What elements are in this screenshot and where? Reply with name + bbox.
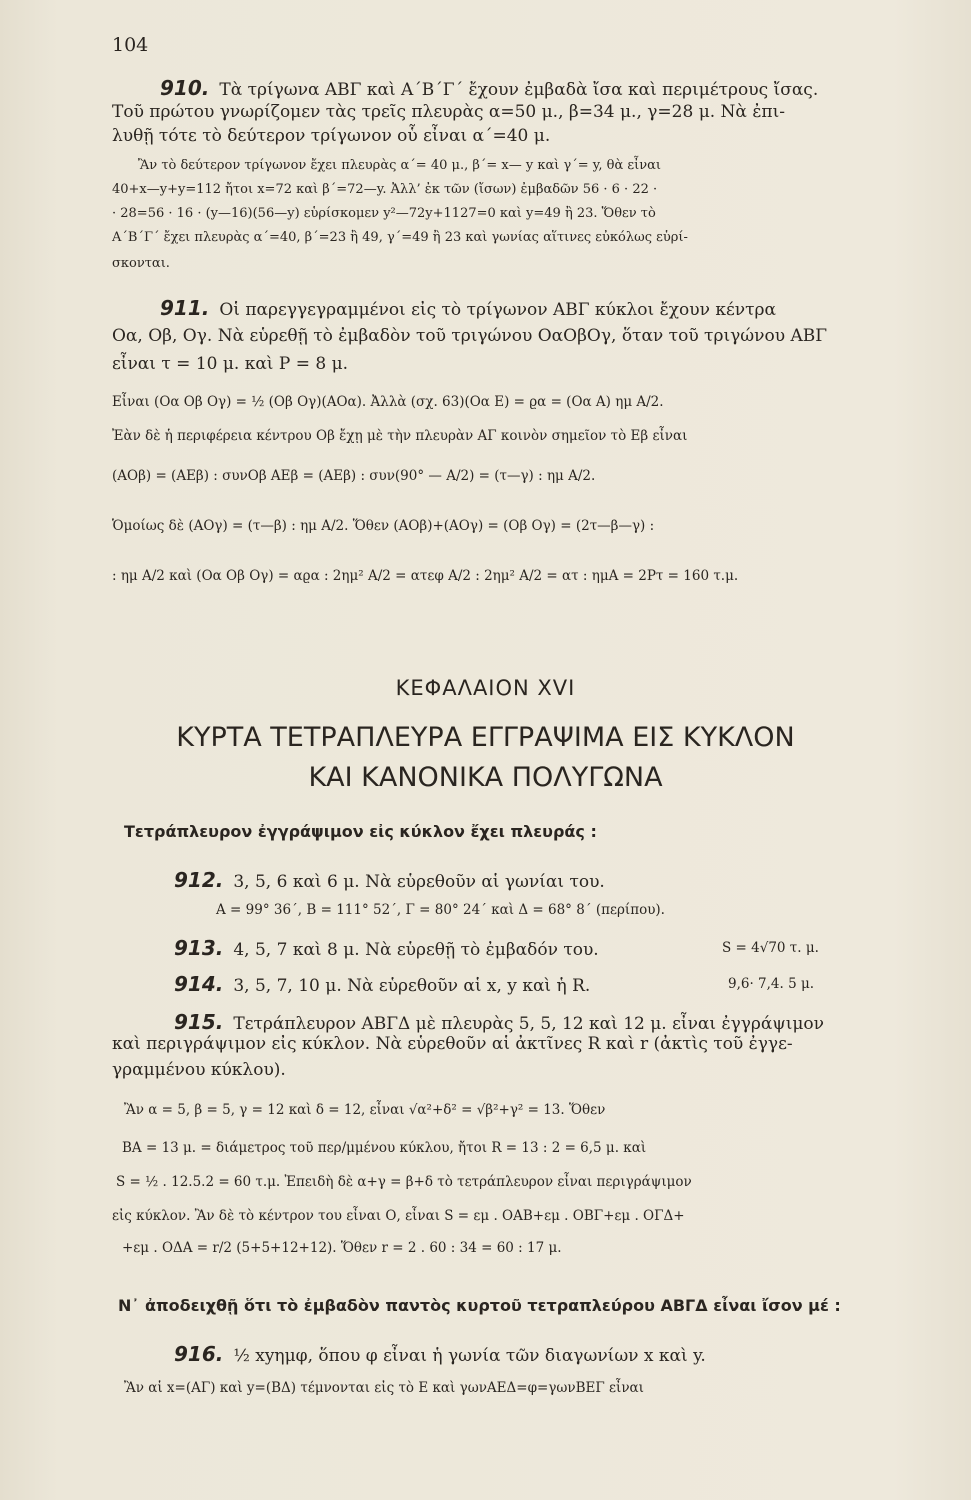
solution-text: Ἐὰν δὲ ἡ περιφέρεια κέντρου Οβ ἔχῃ μὲ τὴν πλευρὰν ΑΓ κοινὸν σημεῖον τὸ Εβ εἶναι [112,428,688,444]
problem-number: 912. [174,868,224,892]
problem-text: εἶναι τ = 10 μ. καὶ Ρ = 8 μ. [112,354,349,374]
solution-text: +εμ . ΟΔΑ = r/2 (5+5+12+12). Ὅθεν r = 2 . 60 : 34 = 60 : 17 μ. [122,1240,562,1256]
solution-text: Α = 99° 36΄, Β = 111° 52΄, Γ = 80° 24΄ καὶ Δ = 68° 8΄ (περίπου). [216,902,665,918]
solution-text: Ἂν αἱ x=(ΑΓ) καὶ y=(ΒΔ) τέμνονται εἰς τὸ Ε καὶ γωνΑΕΔ=φ=γωνΒΕΓ εἶναι [124,1380,644,1396]
problem-text: Τετράπλευρον ΑΒΓΔ μὲ πλευρὰς 5, 5, 12 καὶ 12 μ. εἶναι ἐγγράψιμον [233,1014,824,1034]
problem-text: Οα, Οβ, Ογ. Νὰ εὑρεθῇ τὸ ἐμβαδὸν τοῦ τριγώνου ΟαΟβΟγ, ὅταν τοῦ τριγώνου ΑΒΓ [112,326,828,346]
answer-text: 9,6· 7,4. 5 μ. [728,976,815,992]
problem-text: Τὰ τρίγωνα ΑΒΓ καὶ Α΄Β΄Γ΄ ἔχουν ἐμβαδὰ ἴσα καὶ περιμέτρους ἴσας. [219,80,819,100]
problem-number: 914. [174,972,224,996]
problem-text: 3, 5, 7, 10 μ. Νὰ εὑρεθοῦν αἱ x, y καὶ ἡ R. [233,976,591,996]
problem-number: 915. [174,1010,224,1034]
solution-text: 40+x—y+y=112 ἤτοι x=72 καὶ β΄=72—y. Ἀλλ’ ἐκ τῶν (ἴσων) ἐμβαδῶν 56 · 6 · 22 · [112,182,658,197]
solution-text: Α΄Β΄Γ΄ ἔχει πλευρὰς α΄=40, β΄=23 ἢ 49, γ΄=49 ἢ 23 καὶ γωνίας αἵτινες εὐκόλως εὑρί- [112,230,688,245]
problem-text: 4, 5, 7 καὶ 8 μ. Νὰ εὑρεθῇ τὸ ἐμβαδόν του. [233,940,599,960]
solution-text: S = ½ . 12.5.2 = 60 τ.μ. Ἐπειδὴ δὲ α+γ = β+δ τὸ τετράπλευρον εἶναι περιγράψιμον [116,1174,692,1190]
problem-text: γραμμένου κύκλου). [112,1060,286,1080]
problem-text: Τοῦ πρώτου γνωρίζομεν τὰς τρεῖς πλευρὰς α=50 μ., β=34 μ., γ=28 μ. Νὰ ἐπι- [112,102,786,122]
solution-text: : ημ Α/2 καὶ (Οα Οβ Ογ) = αϱα : 2ημ² Α/2 = ατεφ Α/2 : 2ημ² Α/2 = ατ : ημΑ = 2Ρτ = 160 τ.μ. [112,568,739,584]
solution-text: Εἶναι (Οα Οβ Ογ) = ½ (Οβ Ογ)(ΑΟα). Ἀλλὰ (σχ. 63)(Οα Ε) = ϱα = (Οα Α) ημ Α/2. [112,394,664,410]
problem-text: Οἱ παρεγγεγραμμένοι εἰς τὸ τρίγωνον ΑΒΓ κύκλοι ἔχουν κέντρα [219,300,776,320]
solution-text: Ἂν α = 5, β = 5, γ = 12 καὶ δ = 12, εἶναι √α²+δ² = √β²+γ² = 13. Ὅθεν [124,1102,606,1118]
page-number: 104 [112,34,149,56]
problem-number: 916. [174,1342,224,1366]
answer-text: S = 4√70 τ. μ. [722,940,819,956]
chapter-title: ΚΥΡΤΑ ΤΕΤΡΑΠΛΕΥΡΑ ΕΓΓΡΑΨΙΜΑ ΕΙΣ ΚΥΚΛΟΝ [176,722,795,753]
problem-number: 913. [174,936,224,960]
solution-text: (ΑΟβ) = (ΑΕβ) : συνΟβ ΑΕβ = (ΑΕβ) : συν(90° — Α/2) = (τ—γ) : ημ Α/2. [112,468,596,484]
problem-text: καὶ περιγράψιμον εἰς κύκλον. Νὰ εὑρεθοῦν αἱ ἀκτῖνες R καὶ r (ἀκτὶς τοῦ ἐγγε- [112,1034,793,1054]
solution-text: Ἂν τὸ δεύτερον τρίγωνον ἔχει πλευρὰς α΄= 40 μ., β΄= x— y καὶ γ΄= y, θὰ εἶναι [138,158,661,173]
solution-text: σκονται. [112,256,170,271]
solution-text: ΒΑ = 13 μ. = διάμετρος τοῦ περ/μμένου κύκλου, ἤτοι R = 13 : 2 = 6,5 μ. καὶ [122,1140,647,1156]
problem-text: ½ xyημφ, ὅπου φ εἶναι ἡ γωνία τῶν διαγωνίων x καὶ y. [233,1346,706,1366]
problem-number: 910. [160,76,210,100]
solution-text: · 28=56 · 16 · (y—16)(56—y) εὑρίσκομεν y²—72y+1127=0 καὶ y=49 ἢ 23. Ὅθεν τὸ [112,206,656,221]
problem-number: 911. [160,296,210,320]
chapter-label: ΚΕΦΑΛΑΙΟΝ XVI [395,676,576,700]
problem-text: λυθῇ τότε τὸ δεύτερον τρίγωνον οὗ εἶναι α΄=40 μ. [112,126,551,146]
solution-text: Ὁμοίως δὲ (ΑΟγ) = (τ—β) : ημ Α/2. Ὅθεν (ΑΟβ)+(ΑΟγ) = (Οβ Ογ) = (2τ—β—γ) : [112,518,655,534]
solution-text: εἰς κύκλον. Ἂν δὲ τὸ κέντρον του εἶναι Ο, εἶναι S = εμ . ΟΑΒ+εμ . ΟΒΓ+εμ . ΟΓΔ+ [112,1208,685,1224]
book-page: 104 910. Τὰ τρίγωνα ΑΒΓ καὶ Α΄Β΄Γ΄ ἔχουν ἐμβαδὰ ἴσα καὶ περιμέτρους ἴσας. Τοῦ πρώτου γνωρίζομεν τὰς τρεῖς πλευρὰς α=50 μ., β=34 μ., γ=28 μ. Νὰ ἐπι- λυθῇ τότε τὸ δεύτερον τρίγωνον οὗ εἶναι α΄=40 μ. Ἂν τὸ δεύτερον τρίγωνον ἔχει πλευρὰς α΄= 40 μ., β΄= x— y καὶ γ΄= y, θὰ εἶναι 40+x—y+y=112 ἤτοι x=72 καὶ β΄=72—y. Ἀλλ’ ἐκ τῶν (ἴσων) ἐμβαδῶν 56 · 6 · 22 · · 28=56 · 16 · (y—16)(56—y) εὑρίσκομεν y²—72y+1127=0 καὶ y=49 ἢ 23. Ὅθεν τὸ Α΄Β΄Γ΄ ἔχει πλευρὰς α΄=40, β΄=23 ἢ 49, γ΄=49 ἢ 23 καὶ γωνίας αἵτινες εὐκόλως εὑρί- σκονται. 911. Οἱ παρεγγεγραμμένοι εἰς τὸ τρίγωνον ΑΒΓ κύκλοι ἔχουν κέντρα Οα, Οβ, Ογ. Νὰ εὑρεθῇ τὸ ἐμβαδὸν τοῦ τριγώνου ΟαΟβΟγ, ὅταν τοῦ τριγώνου ΑΒΓ εἶναι τ = 10 μ. καὶ Ρ = 8 μ. Εἶναι (Οα Οβ Ογ) = ½ (Οβ Ογ)(ΑΟα). Ἀλλὰ (σχ. 63)(Οα Ε) = ϱα = (Οα Α) ημ Α/2. Ἐὰν δὲ ἡ περιφέρεια κέντρου Οβ ἔχῃ μὲ τὴν πλευρὰν ΑΓ κοινὸν σημεῖον τὸ Εβ εἶναι (ΑΟβ) = (ΑΕβ) : συνΟβ ΑΕβ = (ΑΕβ) : συν(90° — Α/2) = (τ—γ) : ημ Α/2. Ὁμοίως δὲ (ΑΟγ) = (τ—β) : ημ Α/2. Ὅθεν (ΑΟβ)+(ΑΟγ) = (Οβ Ογ) = (2τ—β—γ) : : ημ Α/2 καὶ (Οα Οβ Ογ) = αϱα : 2ημ² Α/2 = ατεφ Α/2 : 2ημ² Α/2 = ατ : ημΑ = 2Ρτ = 160 τ.μ. ΚΕΦΑΛΑΙΟΝ XVI ΚΥΡΤΑ ΤΕΤΡΑΠΛΕΥΡΑ ΕΓΓΡΑΨΙΜΑ ΕΙΣ ΚΥΚΛΟΝ ΚΑΙ ΚΑΝΟΝΙΚΑ ΠΟΛΥΓΩΝΑ Τετράπλευρον ἐγγράψιμον εἰς κύκλον ἔχει πλευράς : 912. 3, 5, 6 καὶ 6 μ. Νὰ εὑρεθοῦν αἱ γωνίαι του. Α = 99° 36΄, Β = 111° 52΄, Γ = 80° 24΄ καὶ Δ = 68° 8΄ (περίπου). 913. 4, 5, 7 καὶ 8 μ. Νὰ εὑρεθῇ τὸ ἐμβαδόν του. S = 4√70 τ. μ. 914. 3, 5, 7, 10 μ. Νὰ εὑρεθοῦν αἱ x, y καὶ ἡ R. 9,6· 7,4. 5 μ. 915. Τετράπλευρον ΑΒΓΔ μὲ πλευρὰς 5, 5, 12 καὶ 12 μ. εἶναι ἐγγράψιμον καὶ περιγράψιμον εἰς κύκλον. Νὰ εὑρεθοῦν αἱ ἀκτῖνες R καὶ r (ἀκτὶς τοῦ ἐγγε- γραμμένου κύκλου). Ἂν α = 5, β = 5, γ = 12 καὶ δ = 12, εἶναι √α²+δ² = √β²+γ² = 13. Ὅθεν ΒΑ = 13 μ. = διάμετρος τοῦ περ/μμένου κύκλου, ἤτοι R = 13 : 2 = 6,5 μ. καὶ S = ½ . 12.5.2 = 60 τ.μ. Ἐπειδὴ δὲ α+γ = β+δ τὸ τετράπλευρον εἶναι περιγράψιμον εἰς κύκλον. Ἂν δὲ τὸ κέντρον του εἶναι Ο, εἶναι S = εμ . ΟΑΒ+εμ . ΟΒΓ+εμ . ΟΓΔ+ +εμ . ΟΔΑ = r/2 (5+5+12+12). Ὅθεν r = 2 . 60 : 34 = 60 : 17 μ. Ν᾽ ἀποδειχθῇ ὅτι τὸ ἐμβαδὸν παντὸς κυρτοῦ τετραπλεύρου ΑΒΓΔ εἶναι ἴσον μέ : 916. ½ xyημφ, ὅπου φ εἶναι ἡ γωνία τῶν διαγωνίων x καὶ y. Ἂν αἱ x=(ΑΓ) καὶ y=(ΒΔ) τέμνονται εἰς τὸ Ε καὶ γωνΑΕΔ=φ=γωνΒΕΓ εἶναι [0,0,971,1500]
problem-text: 3, 5, 6 καὶ 6 μ. Νὰ εὑρεθοῦν αἱ γωνίαι του. [233,872,605,892]
chapter-title: ΚΑΙ ΚΑΝΟΝΙΚΑ ΠΟΛΥΓΩΝΑ [308,762,663,793]
